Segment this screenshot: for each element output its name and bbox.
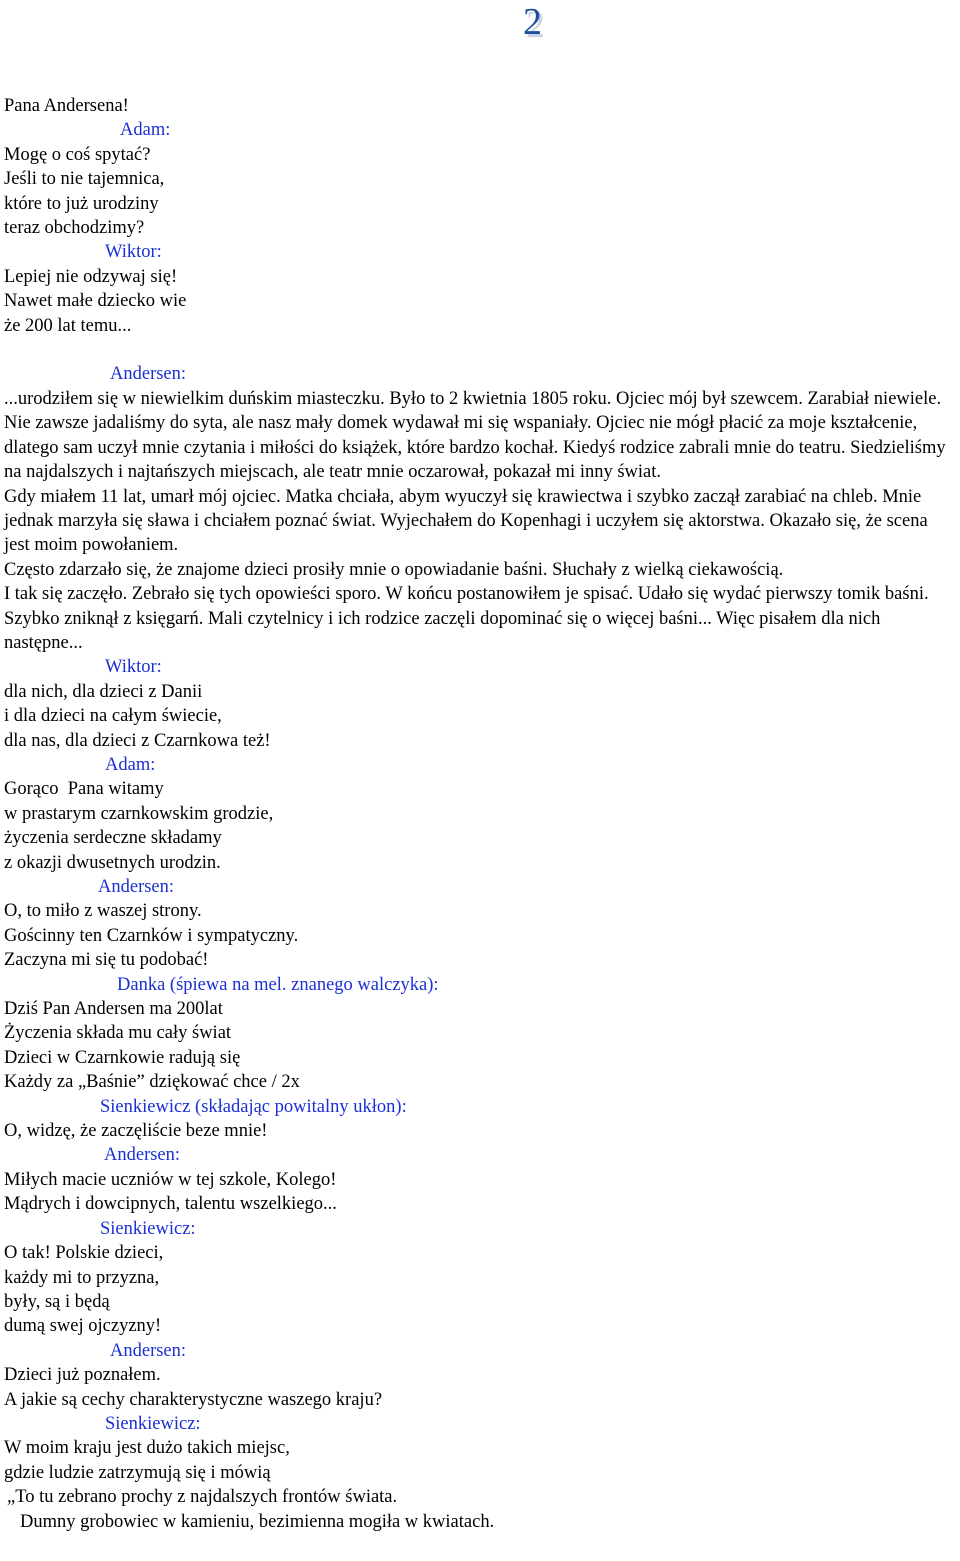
dialogue-line: Miłych macie uczniów w tej szkole, Kolego! (4, 1169, 337, 1190)
dialogue-line: Życzenia składa mu cały świat (4, 1023, 232, 1044)
dialogue-line: Lepiej nie odzywaj się! (4, 266, 178, 287)
dialogue-line: A jakie są cechy charakterystyczne waszego kraju? (4, 1389, 383, 1410)
dialogue-line: dumą swej ojczyzny! (4, 1316, 162, 1337)
dialogue-line: życzenia serdeczne składamy (4, 828, 222, 849)
dialogue-line: które to już urodziny (4, 193, 159, 214)
speaker-label: Wiktor: (105, 242, 162, 263)
dialogue-line: W moim kraju jest dużo takich miejsc, (4, 1438, 290, 1459)
page-number: 2 (523, 1, 542, 43)
dialogue-line: „To tu zebrano prochy z najdalszych frontów świata. (7, 1487, 398, 1508)
dialogue-line: O tak! Polskie dzieci, (4, 1243, 164, 1264)
monologue-paragraph: I tak się zaczęło. Zebrało się tych opowieści sporo. W końcu postanowiłem je spisać. Udało się wydać pierwszy tomik baśni. Szybko zniknął z księgarń. Mali czytelnicy i ich rodzice zaczęli dopominać się o więcej baśni... Więc pisałem dla nich następne... (4, 584, 929, 653)
dialogue-line: Dumny grobowiec w kamieniu, bezimienna mogiła w kwiatach. (20, 1511, 495, 1532)
speaker-label: Sienkiewicz: (100, 1218, 196, 1239)
speaker-label: Adam: (120, 120, 171, 141)
speaker-label: Andersen: (104, 1145, 181, 1166)
speaker-label: Andersen: (98, 877, 175, 897)
dialogue-line: Gościnny ten Czarnków i sympatyczny. (4, 925, 299, 946)
dialogue-line: O, to miło z waszej strony. (4, 901, 202, 922)
dialogue-line: każdy mi to przyzna, (4, 1267, 160, 1288)
dialogue-line: z okazji dwusetnych urodzin. (4, 852, 221, 873)
dialogue-line: teraz obchodzimy? (4, 218, 145, 239)
dialogue-line: gdzie ludzie zatrzymują się i mówią (4, 1462, 271, 1483)
dialogue-line: Gorąco Pana witamy (4, 779, 164, 800)
speaker-label: Danka (śpiewa na mel. znanego walczyka): (117, 974, 439, 995)
dialogue-line: dla nas, dla dzieci z Czarnkowa też! (4, 730, 271, 751)
dialogue-line: Nawet małe dziecko wie (4, 291, 187, 312)
dialogue-line: dla nich, dla dzieci z Danii (4, 681, 203, 702)
speaker-label: Adam: (105, 754, 156, 775)
dialogue-line: Jeśli to nie tajemnica, (4, 169, 165, 190)
speaker-label: Sienkiewicz (składając powitalny ukłon): (100, 1096, 407, 1117)
speaker-label: Andersen: (110, 364, 187, 385)
dialogue-block-main (4, 655, 956, 1534)
dialogue-line: Pana Andersena! (4, 96, 129, 116)
dialogue-line: Mądrych i dowcipnych, talentu wszelkiego... (4, 1194, 337, 1215)
script-text (4, 94, 956, 1534)
dialogue-line: Dziś Pan Andersen ma 200lat (4, 999, 223, 1020)
dialogue-line: Dzieci w Czarnkowie radują się (4, 1047, 241, 1068)
speaker-label: Andersen: (110, 1340, 187, 1361)
speaker-label: Wiktor: (105, 657, 162, 678)
dialogue-line: Każdy za „Baśnie” dziękować chce / 2x (4, 1072, 300, 1093)
dialogue-line (4, 338, 956, 362)
dialogue-block-intro (4, 94, 956, 387)
dialogue-line: i dla dzieci na całym świecie, (4, 706, 222, 727)
monologue-paragraph: Często zdarzało się, że znajome dzieci prosiły mnie o opowiadanie baśni. Słuchały z wielką ciekawością. (4, 559, 784, 580)
dialogue-line: że 200 lat temu... (4, 315, 132, 336)
dialogue-line: w prastarym czarnkowskim grodzie, (4, 803, 274, 824)
dialogue-line: Mogę o coś spytać? (4, 144, 151, 165)
speaker-label: Sienkiewicz: (105, 1413, 201, 1434)
monologue-paragraph: Gdy miałem 11 lat, umarł mój ojciec. Matka chciała, abym wyuczył się krawiectwa i szybko zaczął zarabiać na chleb. Mnie jednak marzyła się sława i chciałem poznać świat. Wyjechałem do Kopenhagi i uczyłem się aktorstwa. Okazało się, że scena jest moim powołaniem. (4, 486, 928, 556)
andersen-monologue (4, 387, 956, 655)
monologue-paragraph: ...urodziłem się w niewielkim duńskim miasteczku. Było to 2 kwietnia 1805 roku. Ojciec mój był szewcem. Zarabiał niewiele. Nie zawsze jadaliśmy do syta, ale nasz mały domek wydawał mi się wspaniały. Ojciec nie mógł płacić za moje kształcenie, dlatego sam uczył mnie czytania i miłości do książek, które bardzo kochał. Kiedyś rodzice zabrali mnie do teatru. Siedzieliśmy na najdalszych i najtańszych miejscach, ale teatr mnie oczarował, pokazał mi inny świat. (4, 388, 946, 483)
dialogue-line: O, widzę, że zaczęliście beze mnie! (4, 1121, 268, 1142)
dialogue-line: były, są i będą (4, 1291, 110, 1312)
dialogue-line: Zaczyna mi się tu podobać! (4, 950, 209, 971)
dialogue-line: Dzieci już poznałem. (4, 1365, 161, 1386)
